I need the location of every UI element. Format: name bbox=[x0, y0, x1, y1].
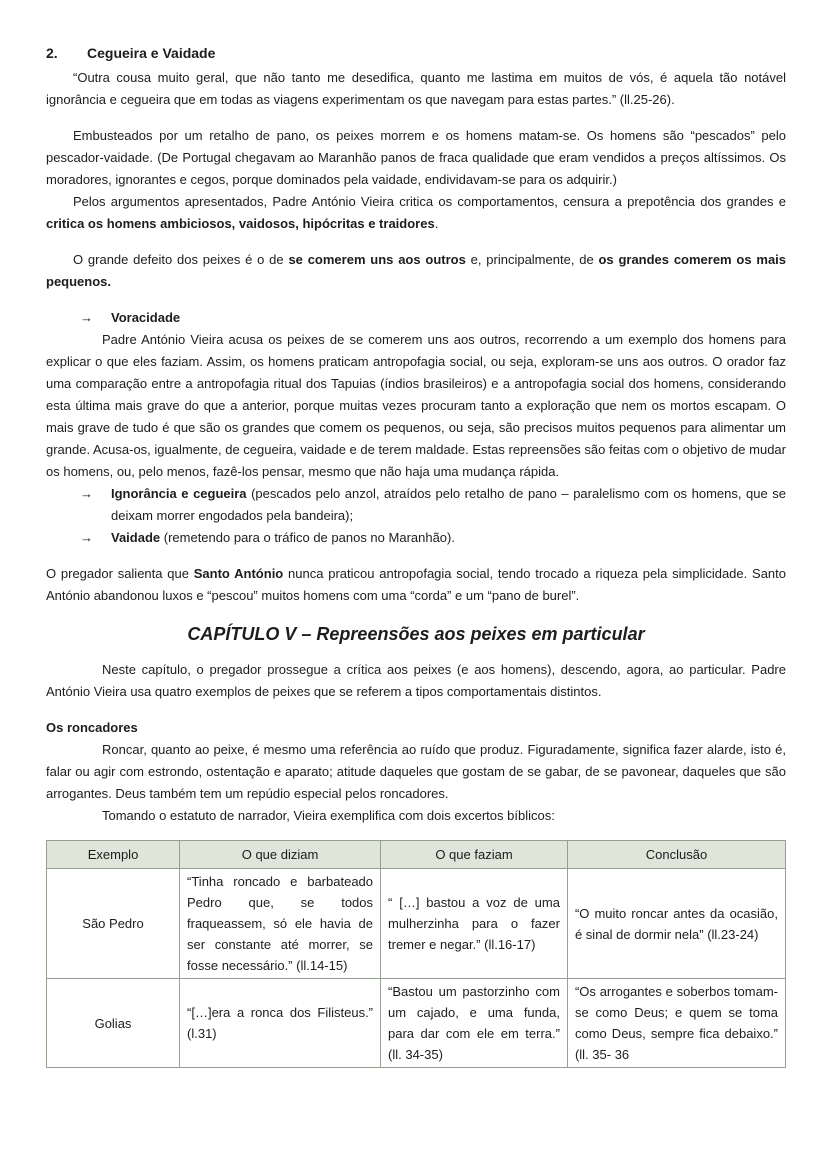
chapter-title: CAPÍTULO V – Repreensões aos peixes em particular bbox=[187, 624, 645, 644]
column-header-exemplo: Exemplo bbox=[47, 841, 180, 869]
subheading-roncadores: Os roncadores bbox=[46, 720, 138, 735]
paragraph-roncadores-2: Tomando o estatuto de narrador, Vieira exemplifica com dois excertos bíblicos: bbox=[102, 808, 555, 823]
section-number: 2. bbox=[46, 45, 58, 61]
arrow-icon: → bbox=[80, 310, 93, 325]
table-header-row bbox=[47, 841, 786, 869]
bullet-ignorancia-text: Ignorância e cegueira (pescados pelo anzol, atraídos pelo retalho de pano – paralelismo com os homens, que se deixam morrer engodados pela bandeira); bbox=[111, 486, 786, 523]
paragraph-roncadores-1: Roncar, quanto ao peixe, é mesmo uma referência ao ruído que produz. Figuradamente, significa fazer alarde, isto é, falar ou agir com estrondo, ostentação e aparato; atitude daqueles que gostam de se gabar, de se pavonear, daqueles que são arrogantes. Deus também tem um repúdio especial pelos roncadores. bbox=[46, 742, 786, 801]
column-header-conclusao: Conclusão bbox=[567, 841, 785, 869]
cell-conclusao: “Os arrogantes e soberbos tomam-se como Deus; e quem se toma como Deus, sempre fica debaixo.” (ll. 35- 36 bbox=[567, 979, 785, 1068]
arrow-icon: → bbox=[80, 530, 93, 545]
section-title: Cegueira e Vaidade bbox=[87, 45, 216, 61]
cell-exemplo: São Pedro bbox=[47, 869, 180, 979]
cell-faziam: “ […] bastou a voz de uma mulherzinha para o fazer tremer e negar.” (ll.16-17) bbox=[381, 869, 568, 979]
cell-diziam: “Tinha roncado e barbateado Pedro que, se todos fraqueassem, só ele havia de ser constante até morrer, se fosse necessário.” (ll.14-15) bbox=[180, 869, 381, 979]
cell-conclusao: “O muito roncar antes da ocasião, é sinal de dormir nela” (ll.23-24) bbox=[567, 869, 785, 979]
paragraph-pelos-argumentos: Pelos argumentos apresentados, Padre António Vieira critica os comportamentos, censura a prepotência dos grandes e critica os homens ambiciosos, vaidosos, hipócritas e traidores. bbox=[46, 194, 786, 231]
paragraph-embusteados: Embusteados por um retalho de pano, os peixes morrem e os homens matam-se. Os homens são “pescados” pelo pescador-vaidade. (De Portugal chegavam ao Maranhão panos de fraca qualidade que eram vendidos a preços altíssimos. Os moradores, ignorantes e cegos, porque dominados pela vaidade, endividavam-se para os adquirir.) bbox=[46, 128, 786, 187]
bullet-vaidade-text: Vaidade (remetendo para o tráfico de panos no Maranhão). bbox=[111, 530, 455, 545]
paragraph-chapter-intro: Neste capítulo, o pregador prossegue a crítica aos peixes (e aos homens), descendo, agora, ao particular. Padre António Vieira usa quatro exemplos de peixes que se referem a tipos comportamentais distintos. bbox=[46, 662, 786, 699]
cell-faziam: “Bastou um pastorzinho com um cajado, e uma funda, para dar com ele em terra.” (ll. 34-35) bbox=[381, 979, 568, 1068]
cell-diziam: “[…]era a ronca dos Filisteus.” (l.31) bbox=[180, 979, 381, 1068]
column-header-faziam: O que faziam bbox=[381, 841, 568, 869]
biblical-examples-table bbox=[46, 840, 786, 1068]
arrow-icon: → bbox=[80, 486, 93, 501]
paragraph-grande-defeito: O grande defeito dos peixes é o de se comerem uns aos outros e, principalmente, de os grandes comerem os mais pequenos. bbox=[46, 252, 787, 289]
bullet-ignorancia bbox=[46, 483, 786, 527]
section-heading bbox=[46, 42, 786, 64]
bullet-voracidade bbox=[46, 307, 786, 329]
table-row bbox=[47, 979, 786, 1068]
paragraph-voracidade-body: Padre António Vieira acusa os peixes de se comerem uns aos outros, recorrendo a um exemplo dos homens para explicar o que eles faziam. Assim, os homens praticam antropofagia social, ou seja, exploram-se uns aos outros. O orador faz uma comparação entre a antropofagia ritual dos Tapuias (índios brasileiros) e a antropofagia social dos homens, considerando esta última mais grave do que a anterior, porque muitas vezes procuram tanto a exploração que nem os mortos escapam. O mais grave de tudo é que são os grandes que comem os pequenos, ou seja, são precisos muitos pequenos para alimentar um grande. Acusa-os, igualmente, de cegueira, vaidade e de terem maldade. Estas repreensões são feitas com o objetivo de mudar os homens, ou, pelo menos, fazê-los pensar, mesmo que não haja uma mudança rápida. bbox=[46, 332, 786, 479]
table-row bbox=[47, 869, 786, 979]
cell-exemplo: Golias bbox=[47, 979, 180, 1068]
bullet-voracidade-label: Voracidade bbox=[111, 310, 181, 325]
quote-paragraph: “Outra cousa muito geral, que não tanto me desedifica, quanto me lastima em muitos de vós, é aquela tão notável ignorância e cegueira que em todas as viagens experimentam os que navegam para estas partes.” (ll.25-26). bbox=[46, 70, 786, 107]
bullet-vaidade bbox=[46, 527, 786, 549]
column-header-diziam: O que diziam bbox=[180, 841, 381, 869]
paragraph-pregador: O pregador salienta que Santo António nunca praticou antropofagia social, tendo trocado a riqueza pela simplicidade. Santo António abandonou luxos e “pescou” muitos homens com uma “corda” e um “pano de burel”. bbox=[46, 566, 786, 603]
